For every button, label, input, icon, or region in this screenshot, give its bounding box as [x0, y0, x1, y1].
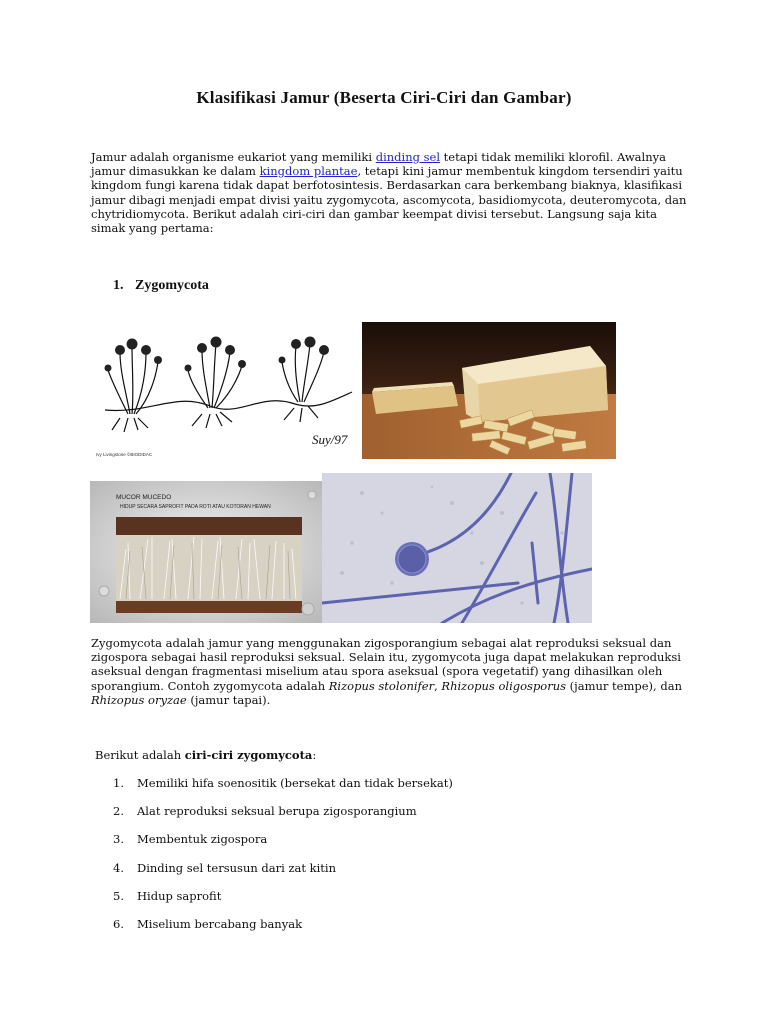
dinding-sel-link[interactable]: dinding sel — [375, 150, 441, 164]
list-item — [113, 861, 453, 889]
intro-text-3: , tetapi kini jamur membentuk kingdom tersendiri yaitu kingdom fungi karena tidak dapat berfotosintesis. Berdasarkan cara berkembang biaknya, klasifikasi jamur dibagi menjadi empat divisi yaitu zygomycota, ascomycota, basidiomycota, deuteromycota, dan chytridiomycota. Berikut adalah ciri-ciri dan gambar keempat divisi tersebut. Langsung saja kita simak yang pertama: — [91, 164, 687, 236]
list-text: Dinding sel tersusun dari zat kitin — [137, 860, 337, 875]
species-rhizopus-oligosporus: Rhizopus oligosporus — [441, 678, 567, 693]
list-item — [113, 804, 453, 832]
list-text: Miselium bercabang banyak — [137, 916, 303, 931]
ciri-intro — [95, 748, 316, 762]
list-text: Memiliki hifa soenositik (bersekat dan tidak bersekat) — [137, 776, 453, 790]
tempe-photo — [362, 322, 616, 459]
list-item — [113, 917, 453, 945]
species-rizopus-stolonifer: Rizopus stolonifer — [328, 678, 435, 693]
rhizopus-drawing — [90, 322, 358, 462]
para2-text-2: , — [434, 678, 442, 693]
ciri-intro-colon: : — [312, 748, 317, 762]
para2-text-4: (jamur tapai). — [186, 692, 271, 707]
page-title: Klasifikasi Jamur (Beserta Ciri-Ciri dan Gambar) — [196, 88, 572, 107]
list-number: 6. — [113, 916, 124, 931]
intro-paragraph — [91, 150, 691, 235]
list-number: 2. — [113, 804, 124, 819]
ciri-intro-text: Berikut adalah — [95, 748, 185, 762]
para2-text-1: Zygomycota adalah jamur yang menggunakan zigosporangium sebagai alat reproduksi seksual dan zigospora sebagai hasil reproduksi seksual. Selain itu, zygomycota juga dapat melakukan reproduksi aseksual dengan fragmentasi miselium atau spora aseksual (spora vegetatif) yang dihasilkan oleh sporangium. Contoh zygomycota adalah — [91, 636, 681, 693]
drawing-signature: Suy/97 — [312, 432, 348, 447]
list-number: 4. — [113, 860, 124, 875]
list-number: 1. — [113, 776, 124, 790]
species-rhizopus-oryzae: Rhizopus oryzae — [91, 692, 187, 707]
intro-text-1: Jamur adalah organisme eukariot yang memiliki — [91, 150, 376, 164]
list-text: Alat reproduksi seksual berupa zigosporangium — [137, 804, 417, 819]
mucor-photo — [90, 481, 322, 623]
list-text: Hidup saprofit — [137, 888, 222, 903]
list-text: Membentuk zigospora — [137, 832, 268, 847]
intro-text-2: tetapi tidak memiliki klorofil. Awalnya jamur dimasukkan ke dalam — [91, 150, 666, 179]
ciri-intro-bold: ciri-ciri zygomycota — [184, 748, 313, 762]
mucor-caption: HIDUP SECARA SAPROFIT PADA ROTI ATAU KOTORAN HEWAN — [120, 504, 271, 510]
list-item — [113, 776, 453, 804]
section-title: Zygomycota — [135, 278, 209, 293]
zygomycota-paragraph — [91, 636, 691, 707]
section-heading-zygomycota — [113, 278, 209, 294]
rhizopus-drawing-image — [90, 322, 358, 462]
ciri-list — [113, 776, 453, 945]
list-item — [113, 832, 453, 860]
kingdom-plantae-link[interactable]: kingdom plantae — [259, 164, 358, 179]
mucor-title: MUCOR MUCEDO — [116, 494, 172, 501]
list-number: 5. — [113, 888, 124, 903]
drawing-credit: Ivy Livingstone ©BIODIDAC — [96, 452, 153, 457]
para2-text-3: (jamur tempe), dan — [566, 678, 682, 693]
microscope-photo-image — [322, 473, 592, 623]
tempe-photo-image — [362, 322, 616, 459]
mucor-mucedo-image — [90, 481, 322, 623]
microscope-photo — [322, 473, 592, 623]
list-number: 3. — [113, 832, 124, 847]
section-number: 1. — [113, 278, 124, 293]
list-item — [113, 889, 453, 917]
